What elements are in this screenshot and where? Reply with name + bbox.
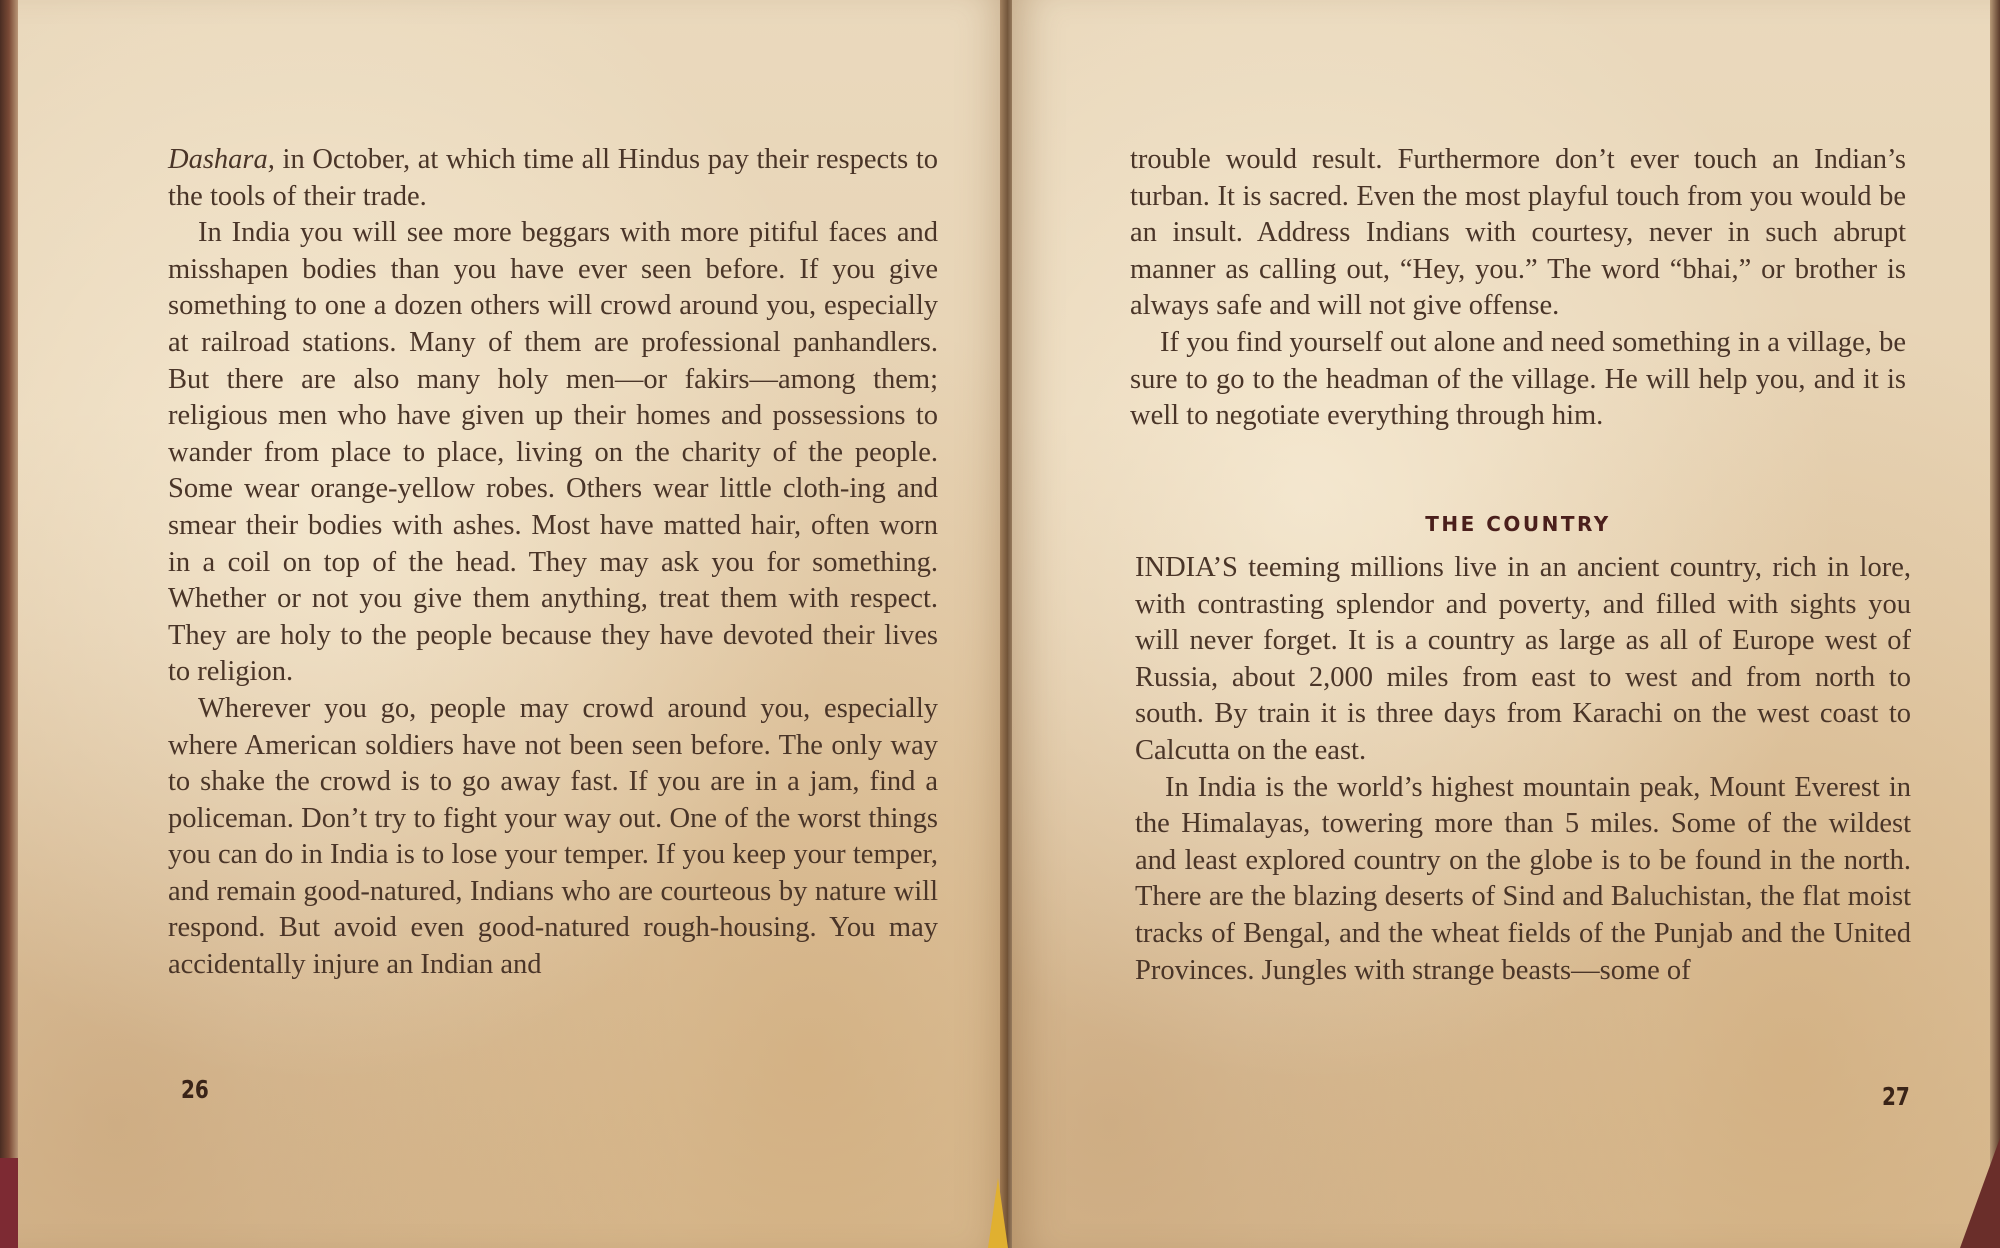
page-number: 27 <box>1882 1082 1910 1111</box>
paragraph <box>168 142 938 215</box>
right-page-body-top <box>1130 142 1906 435</box>
paragraph-text: in October, at which time all Hindus pay their respects to the tools of their trade. <box>168 144 938 212</box>
paragraph: INDIA’S teeming millions live in an ancient country, rich in lore, with contrasting splendor and poverty, and filled with sights you will never forget. It is a country as large as all of Europe west of Russia, about 2,000 miles from east to west and from north to south. By train it is three days from Karachi on the west coast to Calcutta on the east. <box>1135 552 1911 766</box>
bookmark-ribbon <box>988 1178 1008 1248</box>
paragraph: Wherever you go, people may crowd around you, especially where American soldiers have not been seen before. The only way to shake the crowd is to go away fast. If you are in a jam, find a policeman. Don’t try to fight your way out. One of the worst things you can do in India is to lose your temper. If you keep your temper, and remain good-natured, Indians who are courteous by nature will respond. But avoid even good-natured rough-housing. You may accidentally injure an Indian and <box>168 692 938 981</box>
paragraph: trouble would result. Furthermore don’t ever touch an Indian’s turban. It is sacred. Even the most playful touch from you would be an insult. Address Indians with courtesy, never in such abrupt manner as calling out, “Hey, you.” The word “bhai,” or brother is always safe and will not give offense. <box>1130 144 1906 322</box>
book-cover-edge-right <box>1990 0 2000 1248</box>
left-page <box>18 0 1008 1248</box>
paragraph: In India is the world’s highest mountain peak, Mount Everest in the Himalayas, towering more than 5 miles. Some of the wildest and least explored country on the globe is to be found in the north. There are the blazing deserts of Sind and Baluchistan, the flat moist tracks of Bengal, and the wheat fields of the Punjab and the United Provinces. Jungles with strange beasts—some of <box>1135 771 1911 986</box>
section-heading: THE COUNTRY <box>1425 512 1611 536</box>
paragraph: In India you will see more beggars with more pitiful faces and misshapen bodies than you have ever seen before. If you give something to one a dozen others will crowd around you, especially at railroad stations. Many of them are professional panhandlers. But there are also many holy men—or fakirs—among them; religious men who have given up their homes and possessions to wander from place to place, living on the charity of the people. Some wear orange-yellow robes. Others wear little cloth-ing and smear their bodies with ashes. Most have matted hair, often worn in a coil on top of the head. They may ask you for something. Whether or not you give them anything, treat them with respect. They are holy to the people because they have devoted their lives to religion. <box>168 217 938 688</box>
right-page-body-bottom <box>1135 550 1911 989</box>
italic-term: Dashara, <box>168 144 275 175</box>
cover-corner-torn <box>1960 1138 2000 1248</box>
page-number: 26 <box>181 1075 209 1104</box>
left-page-body <box>168 142 938 984</box>
paragraph: If you find yourself out alone and need something in a village, be sure to go to the headman of the village. He will help you, and it is well to negotiate everything through him. <box>1130 326 1906 432</box>
right-page <box>1012 0 1990 1248</box>
book-cover-edge-left <box>0 0 18 1248</box>
